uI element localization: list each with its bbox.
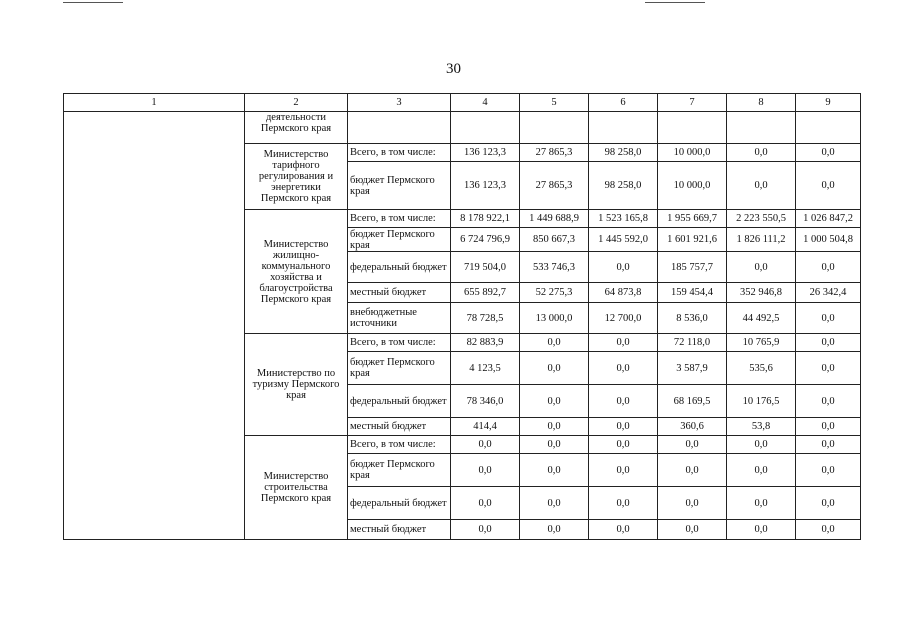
amount-cell: 0,0 (520, 385, 589, 418)
amount-cell: 44 492,5 (727, 303, 796, 334)
amount-cell: 1 449 688,9 (520, 210, 589, 228)
amount-cell: 0,0 (796, 385, 861, 418)
amount-cell: 0,0 (658, 520, 727, 540)
amount-cell: 0,0 (658, 487, 727, 520)
amount-cell: 0,0 (796, 352, 861, 385)
funding-source-cell: бюджет Пермского края (348, 162, 451, 210)
column-header: 9 (796, 94, 861, 112)
amount-cell: 185 757,7 (658, 252, 727, 283)
organization-cell: Министерство тарифного регулирования и энергетики Пермского края (245, 144, 348, 210)
funding-source-cell: Всего, в том числе: (348, 210, 451, 228)
amount-cell (451, 112, 520, 144)
amount-cell: 1 955 669,7 (658, 210, 727, 228)
amount-cell: 0,0 (727, 487, 796, 520)
page-number: 30 (446, 61, 461, 77)
amount-cell: 0,0 (727, 252, 796, 283)
amount-cell: 0,0 (589, 436, 658, 454)
funding-source-cell: федеральный бюджет (348, 385, 451, 418)
amount-cell: 0,0 (451, 520, 520, 540)
funding-source-cell: бюджет Пермского края (348, 454, 451, 487)
amount-cell (796, 112, 861, 144)
amount-cell: 352 946,8 (727, 283, 796, 303)
amount-cell: 1 445 592,0 (589, 228, 658, 252)
amount-cell: 655 892,7 (451, 283, 520, 303)
organization-cell: Министерство строительства Пермского края (245, 436, 348, 540)
amount-cell: 98 258,0 (589, 144, 658, 162)
funding-source-cell: Всего, в том числе: (348, 334, 451, 352)
amount-cell: 0,0 (796, 436, 861, 454)
amount-cell: 78 346,0 (451, 385, 520, 418)
table-row (64, 112, 861, 144)
funding-source-cell: федеральный бюджет (348, 487, 451, 520)
amount-cell: 0,0 (796, 418, 861, 436)
funding-source-cell: бюджет Пермского края (348, 352, 451, 385)
amount-cell: 0,0 (520, 418, 589, 436)
amount-cell: 1 000 504,8 (796, 228, 861, 252)
amount-cell: 0,0 (589, 252, 658, 283)
amount-cell: 4 123,5 (451, 352, 520, 385)
amount-cell: 0,0 (796, 334, 861, 352)
amount-cell: 0,0 (451, 436, 520, 454)
amount-cell: 98 258,0 (589, 162, 658, 210)
top-edge-mark-right (645, 2, 705, 3)
budget-table (63, 93, 861, 540)
amount-cell: 0,0 (589, 487, 658, 520)
organization-cell: деятельности Пермского края (245, 112, 348, 144)
column-header: 3 (348, 94, 451, 112)
amount-cell: 0,0 (727, 144, 796, 162)
column-header: 2 (245, 94, 348, 112)
amount-cell: 0,0 (451, 454, 520, 487)
column-1-cell (64, 112, 245, 540)
amount-cell: 1 826 111,2 (727, 228, 796, 252)
funding-source-cell: Всего, в том числе: (348, 144, 451, 162)
amount-cell: 0,0 (589, 352, 658, 385)
amount-cell: 0,0 (451, 487, 520, 520)
amount-cell: 3 587,9 (658, 352, 727, 385)
amount-cell: 0,0 (796, 454, 861, 487)
funding-source-cell: местный бюджет (348, 520, 451, 540)
amount-cell: 27 865,3 (520, 144, 589, 162)
amount-cell: 8 536,0 (658, 303, 727, 334)
column-header: 7 (658, 94, 727, 112)
amount-cell: 850 667,3 (520, 228, 589, 252)
amount-cell: 8 178 922,1 (451, 210, 520, 228)
amount-cell: 68 169,5 (658, 385, 727, 418)
column-number-row (64, 94, 861, 112)
amount-cell: 0,0 (727, 520, 796, 540)
funding-source-cell: бюджет Пермского края (348, 228, 451, 252)
amount-cell: 1 601 921,6 (658, 228, 727, 252)
amount-cell: 533 746,3 (520, 252, 589, 283)
amount-cell (520, 112, 589, 144)
funding-source-cell: федеральный бюджет (348, 252, 451, 283)
top-edge-mark-left (63, 2, 123, 3)
amount-cell: 535,6 (727, 352, 796, 385)
amount-cell: 136 123,3 (451, 162, 520, 210)
amount-cell: 72 118,0 (658, 334, 727, 352)
amount-cell: 136 123,3 (451, 144, 520, 162)
amount-cell: 0,0 (658, 436, 727, 454)
amount-cell: 0,0 (589, 385, 658, 418)
amount-cell: 26 342,4 (796, 283, 861, 303)
amount-cell: 12 700,0 (589, 303, 658, 334)
amount-cell: 0,0 (520, 436, 589, 454)
amount-cell: 360,6 (658, 418, 727, 436)
amount-cell: 0,0 (727, 436, 796, 454)
amount-cell: 13 000,0 (520, 303, 589, 334)
amount-cell: 0,0 (520, 487, 589, 520)
amount-cell: 0,0 (658, 454, 727, 487)
amount-cell: 82 883,9 (451, 334, 520, 352)
amount-cell: 0,0 (796, 252, 861, 283)
amount-cell: 64 873,8 (589, 283, 658, 303)
amount-cell: 0,0 (727, 162, 796, 210)
column-header: 8 (727, 94, 796, 112)
amount-cell: 159 454,4 (658, 283, 727, 303)
amount-cell: 0,0 (589, 520, 658, 540)
funding-source-cell: местный бюджет (348, 283, 451, 303)
organization-cell: Министерство жилищно-коммунального хозяйства и благоустройства Пермского края (245, 210, 348, 334)
amount-cell: 10 765,9 (727, 334, 796, 352)
amount-cell: 6 724 796,9 (451, 228, 520, 252)
amount-cell: 1 026 847,2 (796, 210, 861, 228)
amount-cell: 0,0 (520, 334, 589, 352)
funding-source-cell: местный бюджет (348, 418, 451, 436)
table-body (64, 94, 861, 540)
amount-cell: 27 865,3 (520, 162, 589, 210)
amount-cell: 0,0 (796, 303, 861, 334)
amount-cell: 10 000,0 (658, 162, 727, 210)
amount-cell: 10 176,5 (727, 385, 796, 418)
funding-source-cell: Всего, в том числе: (348, 436, 451, 454)
amount-cell: 0,0 (796, 162, 861, 210)
amount-cell: 0,0 (520, 520, 589, 540)
column-header: 5 (520, 94, 589, 112)
amount-cell: 0,0 (589, 418, 658, 436)
amount-cell: 0,0 (796, 520, 861, 540)
amount-cell (658, 112, 727, 144)
funding-source-cell (348, 112, 451, 144)
column-header: 1 (64, 94, 245, 112)
amount-cell (727, 112, 796, 144)
amount-cell: 414,4 (451, 418, 520, 436)
amount-cell: 0,0 (589, 454, 658, 487)
amount-cell: 53,8 (727, 418, 796, 436)
amount-cell: 0,0 (520, 454, 589, 487)
column-header: 6 (589, 94, 658, 112)
amount-cell: 0,0 (796, 487, 861, 520)
column-header: 4 (451, 94, 520, 112)
funding-source-cell: внебюджетные источники (348, 303, 451, 334)
amount-cell: 0,0 (727, 454, 796, 487)
amount-cell: 0,0 (589, 334, 658, 352)
amount-cell: 52 275,3 (520, 283, 589, 303)
amount-cell: 1 523 165,8 (589, 210, 658, 228)
amount-cell: 78 728,5 (451, 303, 520, 334)
amount-cell: 10 000,0 (658, 144, 727, 162)
organization-cell: Министерство по туризму Пермского края (245, 334, 348, 436)
amount-cell: 2 223 550,5 (727, 210, 796, 228)
amount-cell: 0,0 (796, 144, 861, 162)
amount-cell: 0,0 (520, 352, 589, 385)
amount-cell (589, 112, 658, 144)
amount-cell: 719 504,0 (451, 252, 520, 283)
